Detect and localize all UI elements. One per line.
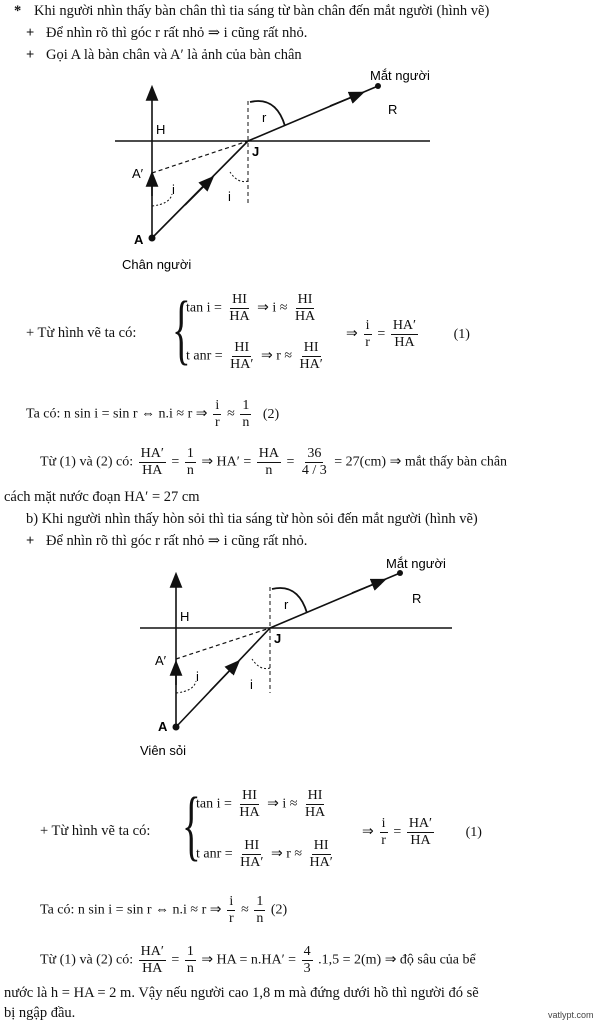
snell-b [40,894,287,927]
result-a-eq2: = [286,454,295,470]
label-r: r [262,110,267,125]
note1-a-text: Để nhìn rõ thì góc r rất nhỏ ⇒ i cũng rất nhỏ. [46,25,308,41]
frac-ra4 [300,446,329,479]
result-a-tail: = 27(cm) ⇒ mắt thấy bàn chân [334,454,508,470]
sys-b-row1 [196,788,329,821]
frac-a4-num: HI [303,340,319,355]
sys-a-approx-i: ⇒ i ≈ [257,300,288,316]
label-A-prime: A′ [132,166,144,181]
label-R: R [412,591,422,606]
frac-b4 [308,838,335,871]
sys-a-row1 [186,292,319,325]
sys-b-tan-i: tan i = [196,796,232,812]
frac-b3 [238,838,265,871]
frac-a1-num: HI [232,292,247,307]
frac-snell-a2-den: n [242,415,250,430]
incident-ray-arrow [185,178,212,205]
note1-a-line [26,24,307,42]
snell-a-no: (2) [262,406,280,422]
frac-a5 [363,318,372,351]
result-b-prefix: Từ (1) và (2) có: [40,952,134,968]
from-figure-b: + Từ hình vẽ ta có: [40,823,151,839]
point-R [375,83,381,89]
note2-a-line [26,46,302,64]
snell-a-text: Ta có: n sin i = sin r ⇔ n.i ≈ r ⇒ [26,406,208,422]
angle-i1-arc [152,194,172,206]
sys-b-approx-i: ⇒ i ≈ [267,796,298,812]
note1-b-bullet: + [26,533,35,549]
sys-b-eq-no: (1) [465,824,482,840]
frac-a4 [298,340,325,373]
frac-a2-num: HI [297,292,313,307]
frac-snell-b2 [254,894,265,927]
frac-a6-den: HA [394,335,415,350]
frac-rb3-den: 3 [303,961,311,976]
sys-a-row2 [186,340,327,373]
result-b [40,944,476,977]
frac-b4-num: HI [313,838,329,853]
frac-ra4-num: 36 [307,446,322,461]
figure-b [0,555,604,765]
label-r: r [284,597,289,612]
frac-ra2 [185,446,196,479]
frac-snell-b1 [227,894,236,927]
frac-a3-den: HA′ [230,357,254,372]
frac-snell-b1-den: r [228,911,234,926]
snell-a [26,398,279,431]
point-A [173,724,180,731]
sys-b-approx-r: ⇒ r ≈ [270,846,303,862]
sys-b-row2 [196,838,337,871]
frac-a2-den: HA [294,309,316,324]
sys-a-result [346,318,470,351]
frac-ra2-num: 1 [186,446,194,461]
watermark: vatlypt.com [548,1010,594,1020]
frac-b1-den: HA [239,805,260,820]
angle-r-arc [272,588,307,613]
frac-rb1 [139,944,166,977]
frac-snell-b2-den: n [256,911,264,926]
frac-snell-a1 [213,398,222,431]
label-i1: i [196,669,199,684]
frac-b3-den: HA′ [240,855,264,870]
figure-caption: Chân người [122,257,192,272]
frac-snell-b2-num: 1 [256,894,264,909]
result-b-eq1: = [171,952,180,968]
frac-a1-den: HA [229,309,250,324]
frac-rb3 [302,944,313,977]
sys-a-implies: ⇒ [346,326,358,342]
frac-snell-a1-den: r [214,415,220,430]
note2-a-bullet: + [26,47,35,63]
result-b-line2: nước là h = HA = 2 m. Vậy nếu người cao 1,8 m mà đứng dưới hồ thì người đó sẽ [4,985,479,1001]
sys-b-eq: = [393,824,402,840]
brace-a: { [172,285,191,372]
result-b-line3: bị ngập đầu. [4,1005,76,1021]
note1-a-bullet: + [26,25,35,41]
label-J: J [274,631,282,646]
frac-b3-num: HI [244,838,260,853]
sys-a-eq-no: (1) [453,326,470,342]
frac-a3 [228,340,255,373]
point-A [149,235,156,242]
frac-rb3-num: 4 [303,944,311,959]
result-a-prefix: Từ (1) và (2) có: [40,454,134,470]
intro-a-text: Khi người nhìn thấy bàn chân thì tia sáng từ bàn chân đến mắt người (hình vẽ) [34,3,490,19]
frac-ra3-den: n [265,463,273,478]
label-i2: i [228,189,231,204]
incident-ray-arrow [210,662,238,691]
label-i2: i [250,677,253,692]
intro-b: b) Khi người nhìn thấy hòn sỏi thì tia sáng từ hòn sỏi đến mắt người (hình vẽ) [26,511,478,527]
result-b-mid: ⇒ HA = n.HA′ = [201,952,297,968]
frac-b1 [237,788,261,821]
frac-b5-num: i [381,816,386,831]
figure-caption: Viên sỏi [140,743,187,758]
label-R: R [388,102,398,117]
result-a [40,446,507,479]
snell-a-approx: ≈ [227,406,235,422]
frac-b1-num: HI [242,788,257,803]
frac-ra3 [257,446,281,479]
frac-a3-num: HI [234,340,250,355]
frac-b2-den: HA [304,805,326,820]
frac-rb2 [185,944,196,977]
note1-b-line [26,532,307,550]
frac-a1 [227,292,251,325]
frac-b6-den: HA [410,833,431,848]
sys-a-approx-r: ⇒ r ≈ [260,348,293,364]
frac-snell-a2-num: 1 [242,398,250,413]
frac-b6 [407,816,434,849]
frac-a6-num: HA′ [392,318,417,333]
note2-a-text: Gọi A là bàn chân và A′ là ảnh của bàn chân [46,47,302,63]
frac-ra1 [139,446,166,479]
label-A: A [134,232,144,247]
refracted-ray-arrow [330,93,362,106]
frac-b5-den: r [381,833,386,848]
frac-b2 [303,788,327,821]
result-a-eq1: = [171,454,180,470]
snell-b-text: Ta có: n sin i = sin r ⇔ n.i ≈ r ⇒ [40,902,222,918]
snell-b-approx: ≈ [241,902,249,918]
sys-a-tan-i: tan i = [186,300,222,316]
frac-snell-b1-num: i [229,894,234,909]
frac-a2 [293,292,317,325]
frac-b6-num: HA′ [408,816,433,831]
figure-a [0,66,604,276]
label-i1: i [172,182,175,197]
frac-b4-den: HA′ [309,855,333,870]
note1-b-text: Để nhìn rõ thì góc r rất nhỏ ⇒ i cũng rất nhỏ. [46,533,308,549]
frac-ra1-num: HA′ [140,446,164,461]
frac-a6 [391,318,418,351]
sys-b-result [362,816,482,849]
frac-ra2-den: n [186,463,194,478]
frac-rb1-den: HA [142,961,163,976]
frac-b5 [379,816,388,849]
frac-snell-a2 [240,398,251,431]
frac-a5-den: r [365,335,370,350]
refracted-ray-arrow [352,580,384,593]
label-J: J [252,144,260,159]
frac-a5-num: i [365,318,370,333]
result-a-mid: ⇒ HA′ = [201,454,252,470]
eye-label: Mắt người [370,68,430,83]
brace-b: { [182,781,201,868]
angle-r-arc [250,101,285,126]
label-H: H [156,122,166,137]
intro-a-line [14,2,489,20]
intro-a-bullet: * [14,3,22,19]
frac-rb1-num: HA′ [140,944,164,959]
result-a-line2: cách mặt nước đoạn HA′ = 27 cm [4,489,200,505]
sys-b-implies: ⇒ [362,824,374,840]
frac-b2-num: HI [307,788,323,803]
frac-snell-a1-num: i [215,398,220,413]
frac-rb2-den: n [186,961,194,976]
frac-a4-den: HA′ [299,357,323,372]
sys-a-eq: = [377,326,386,342]
frac-ra4-den: 4 / 3 [301,463,327,478]
frac-rb2-num: 1 [186,944,194,959]
label-A: A [158,719,168,734]
angle-i1-arc [176,681,196,693]
result-b-tail: .1,5 = 2(m) ⇒ độ sâu của bể [318,952,476,968]
snell-b-no: (2) [270,902,288,918]
label-H: H [180,609,190,624]
label-A-prime: A′ [155,653,167,668]
eye-label: Mắt người [386,556,446,571]
sys-b-tan-r: t anr = [196,846,233,862]
frac-ra3-num: HA [258,446,279,461]
angle-i2-arc [230,172,248,182]
from-figure-a: + Từ hình vẽ ta có: [26,325,137,341]
sys-a-tan-r: t anr = [186,348,223,364]
angle-i2-arc [252,659,270,669]
virtual-ray [152,141,248,173]
frac-ra1-den: HA [142,463,163,478]
